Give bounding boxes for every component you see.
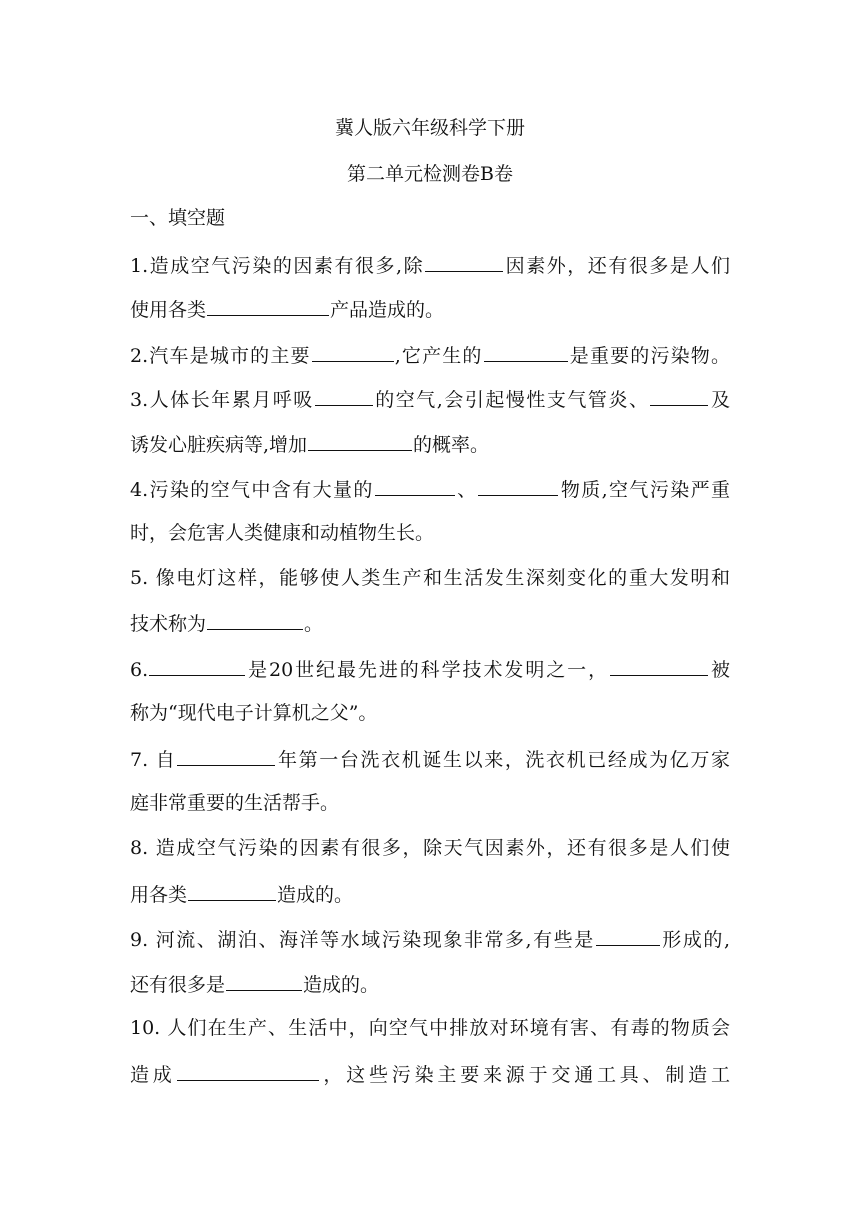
question-8-line-2: 用各类 造成的。 <box>130 881 730 907</box>
question-5-line-2: 技术称为 。 <box>130 610 730 636</box>
answer-blank[interactable] <box>650 386 708 406</box>
question-9-line-2: 还有很多是 造成的。 <box>130 971 730 997</box>
answer-blank[interactable] <box>478 476 558 496</box>
answer-blank[interactable] <box>375 476 455 496</box>
question-4-line-1: 4.污染的空气中含有大量的 、 物质,空气污染严重 <box>130 476 730 502</box>
question-3-line-2: 诱发心脏疾病等,增加 的概率。 <box>130 431 730 457</box>
question-8-line-1: 8. 造成空气污染的因素有很多，除天气因素外，还有很多是人们使 <box>130 837 730 859</box>
answer-blank[interactable] <box>312 342 394 362</box>
question-7-line-1: 7. 自 年第一台洗衣机诞生以来，洗衣机已经成为亿万家 <box>130 746 730 772</box>
answer-blank[interactable] <box>177 746 275 766</box>
answer-blank[interactable] <box>149 656 245 676</box>
answer-blank[interactable] <box>308 431 412 451</box>
answer-blank[interactable] <box>226 971 302 991</box>
question-3-line-1: 3.人体长年累月呼吸 的空气,会引起慢性支气管炎、 及 <box>130 386 730 412</box>
answer-blank[interactable] <box>596 926 660 946</box>
question-7-line-2: 庭非常重要的生活帮手。 <box>130 792 340 814</box>
question-10-line-1: 10. 人们在生产、生活中，向空气中排放对环境有害、有毒的物质会 <box>130 1017 730 1039</box>
question-1-line-1: 1.造成空气污染的因素有很多,除 因素外，还有很多是人们 <box>130 252 730 278</box>
question-6-line-2: 称为“现代电子计算机之父”。 <box>130 702 378 724</box>
question-6-line-1: 6. 是20世纪最先进的科学技术发明之一， 被 <box>130 656 730 682</box>
question-4-line-2: 时，会危害人类健康和动植物生长。 <box>130 522 435 544</box>
document-subtitle: 第二单元检测卷B卷 <box>347 163 513 185</box>
answer-blank[interactable] <box>188 881 276 901</box>
answer-blank[interactable] <box>610 656 708 676</box>
answer-blank[interactable] <box>315 386 373 406</box>
question-1-line-2: 使用各类 产品造成的。 <box>130 296 730 322</box>
question-5-line-1: 5. 像电灯这样，能够使人类生产和生活发生深刻变化的重大发明和 <box>130 567 730 589</box>
answer-blank[interactable] <box>484 342 568 362</box>
answer-blank[interactable] <box>425 252 503 272</box>
question-10-line-2: 造成 ，这些污染主要来源于交通工具、制造工 <box>130 1061 730 1087</box>
section-heading: 一、填空题 <box>130 207 226 229</box>
answer-blank[interactable] <box>177 1061 319 1081</box>
document-title: 冀人版六年级科学下册 <box>334 117 525 139</box>
answer-blank[interactable] <box>207 610 303 630</box>
question-9-line-1: 9. 河流、湖泊、海洋等水域污染现象非常多,有些是 形成的, <box>130 926 730 952</box>
question-2-line-1: 2.汽车是城市的主要 ,它产生的 是重要的污染物。 <box>130 342 730 368</box>
answer-blank[interactable] <box>207 296 329 316</box>
